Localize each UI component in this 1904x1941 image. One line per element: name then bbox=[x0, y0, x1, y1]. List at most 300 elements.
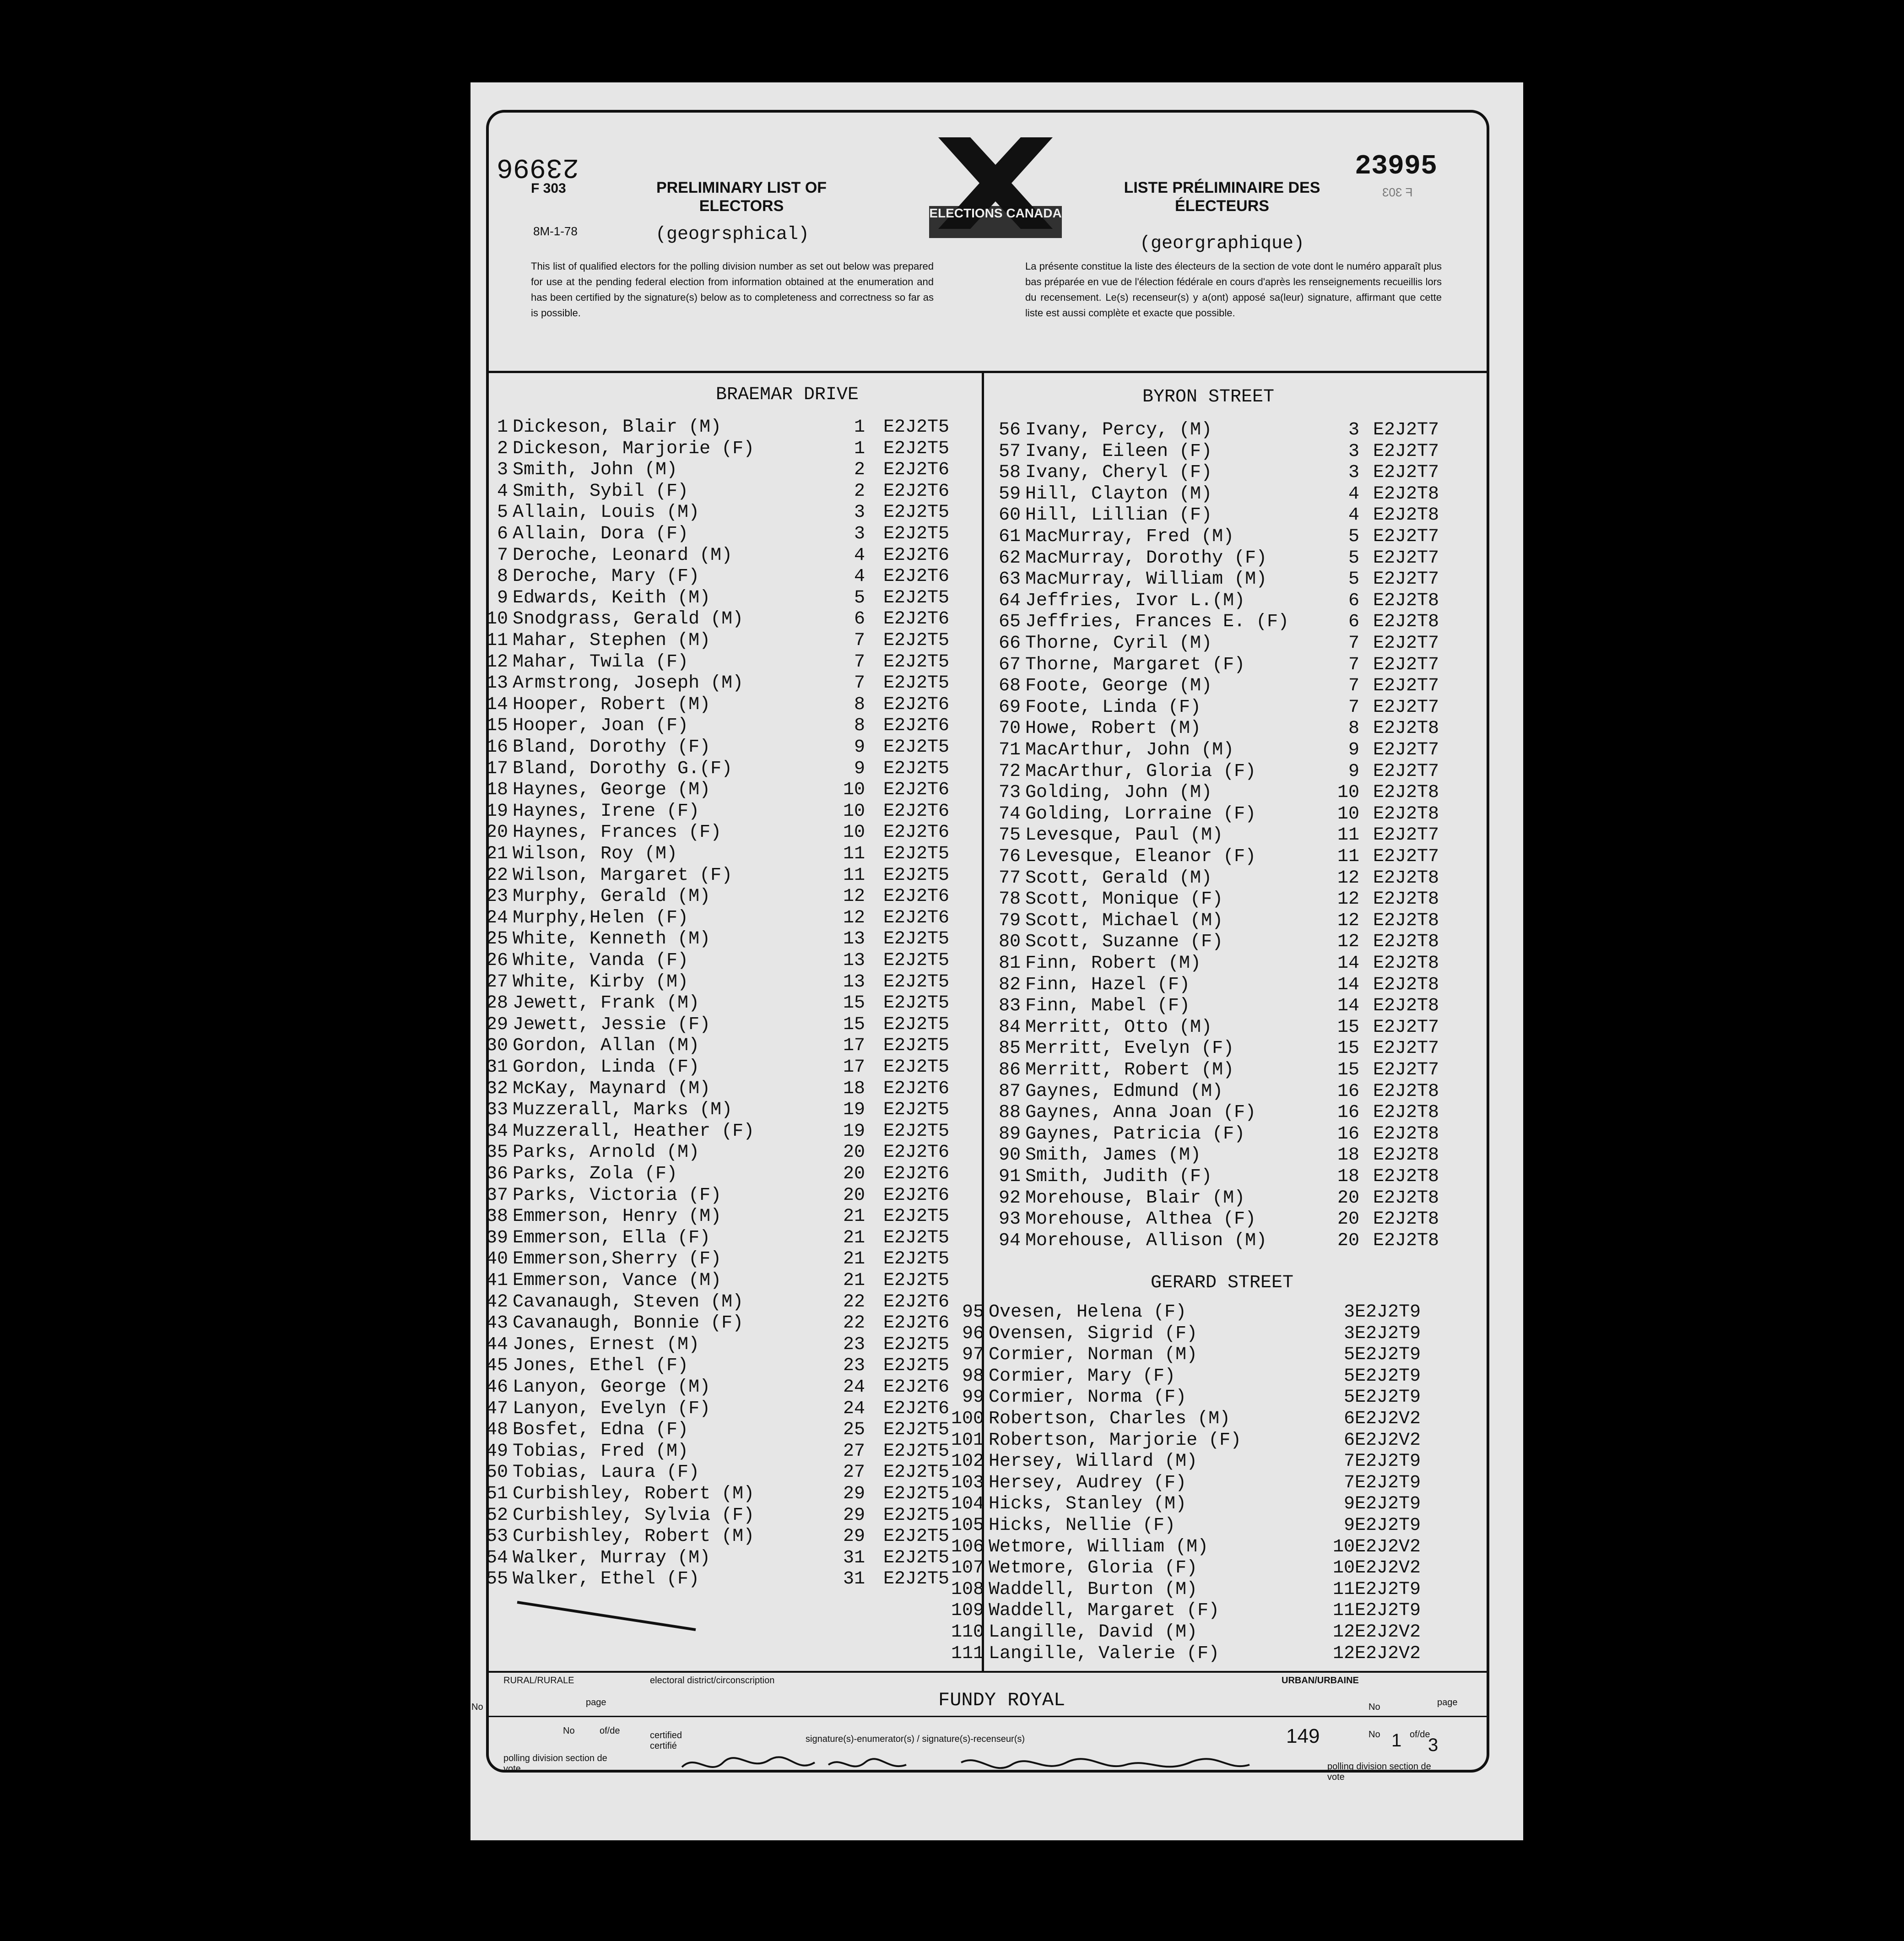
civic-number: 29 bbox=[843, 1505, 865, 1526]
elector-name: White, Kenneth (M) bbox=[513, 929, 711, 950]
elector-number: 61 bbox=[998, 526, 1021, 547]
civic-number: 29 bbox=[843, 1484, 865, 1504]
header-divider bbox=[486, 371, 1487, 373]
elector-name: Golding, John (M) bbox=[1025, 782, 1212, 803]
postal-code: E2J2T8 bbox=[1373, 889, 1439, 910]
postal-code: E2J2T5 bbox=[883, 502, 950, 523]
postal-code: E2J2T6 bbox=[883, 545, 950, 566]
civic-number: 17 bbox=[843, 1057, 865, 1078]
elector-name: Haynes, Frances (F) bbox=[513, 822, 722, 843]
civic-number: 10 bbox=[1332, 1558, 1355, 1579]
elector-name: Ivany, Eileen (F) bbox=[1025, 441, 1212, 462]
elector-name: Morehouse, Blair (M) bbox=[1025, 1187, 1245, 1209]
postal-code: E2J2T6 bbox=[883, 886, 950, 907]
urban-label: URBAN/URBAINE bbox=[1282, 1675, 1359, 1686]
elector-number: 111 bbox=[951, 1643, 984, 1664]
elector-name: MacArthur, Gloria (F) bbox=[1025, 761, 1256, 782]
civic-number: 3 bbox=[1348, 420, 1359, 440]
elector-number: 58 bbox=[998, 462, 1021, 483]
postal-code: E2J2T5 bbox=[883, 1547, 950, 1568]
civic-number: 17 bbox=[843, 1036, 865, 1057]
postal-code: E2J2T5 bbox=[883, 971, 950, 992]
elector-name: Lanyon, George (M) bbox=[513, 1377, 711, 1398]
elector-name: Scott, Monique (F) bbox=[1025, 889, 1223, 910]
elector-name: Gordon, Allan (M) bbox=[513, 1036, 700, 1057]
civic-number: 8 bbox=[1348, 718, 1359, 739]
elector-number: 30 bbox=[486, 1036, 508, 1057]
street-byron: BYRON STREET bbox=[1142, 387, 1275, 407]
civic-number: 5 bbox=[1348, 548, 1359, 569]
elector-name: Gaynes, Anna Joan (F) bbox=[1025, 1102, 1256, 1123]
civic-number: 11 bbox=[843, 865, 865, 886]
elector-number: 32 bbox=[486, 1078, 508, 1099]
elector-name: Foote, Linda (F) bbox=[1025, 697, 1201, 718]
elector-number: 15 bbox=[486, 716, 508, 737]
district-label: electoral district/circonscription bbox=[650, 1675, 775, 1686]
elector-name: Emmerson, Vance (M) bbox=[513, 1270, 722, 1291]
elector-name: Tobias, Fred (M) bbox=[513, 1441, 689, 1462]
postal-code: E2J2T8 bbox=[1373, 590, 1439, 611]
postal-code: E2J2V2 bbox=[1355, 1536, 1421, 1557]
civic-number: 10 bbox=[1337, 782, 1359, 803]
elector-number: 23 bbox=[486, 886, 508, 907]
elector-name: Ivany, Percy, (M) bbox=[1025, 420, 1212, 440]
elector-number: 16 bbox=[486, 737, 508, 758]
civic-number: 27 bbox=[843, 1441, 865, 1462]
elector-number: 2 bbox=[497, 438, 508, 459]
form-number-right: 23995 bbox=[1355, 151, 1438, 182]
postal-code: E2J2T8 bbox=[1373, 483, 1439, 504]
postal-code: E2J2T6 bbox=[883, 609, 950, 630]
elector-name: Hicks, Nellie (F) bbox=[989, 1515, 1176, 1536]
civic-number: 24 bbox=[843, 1377, 865, 1398]
civic-number: 14 bbox=[1337, 974, 1359, 995]
civic-number: 9 bbox=[1348, 761, 1359, 782]
elector-name: Hill, Clayton (M) bbox=[1025, 483, 1212, 504]
elector-name: Parks, Arnold (M) bbox=[513, 1142, 700, 1163]
postal-code: E2J2T6 bbox=[883, 566, 950, 587]
elector-name: Cormier, Norma (F) bbox=[989, 1387, 1187, 1408]
civic-number: 20 bbox=[1337, 1230, 1359, 1251]
elector-number: 22 bbox=[486, 865, 508, 886]
civic-number: 7 bbox=[854, 651, 865, 672]
civic-number: 15 bbox=[1337, 1060, 1359, 1080]
civic-number: 3 bbox=[1343, 1323, 1355, 1344]
elector-name: Smith, James (M) bbox=[1025, 1145, 1201, 1166]
postal-code: E2J2T5 bbox=[883, 1484, 950, 1504]
civic-number: 16 bbox=[1337, 1102, 1359, 1123]
postal-code: E2J2T6 bbox=[883, 1291, 950, 1312]
elector-number: 9 bbox=[497, 587, 508, 608]
elector-number: 82 bbox=[998, 974, 1021, 995]
elector-name: Merritt, Evelyn (F) bbox=[1025, 1038, 1234, 1059]
elector-number: 88 bbox=[998, 1102, 1021, 1123]
civic-number: 1 bbox=[854, 417, 865, 438]
postal-code: E2J2T6 bbox=[883, 1142, 950, 1163]
elector-number: 44 bbox=[486, 1334, 508, 1355]
elector-number: 106 bbox=[951, 1536, 984, 1557]
elector-number: 86 bbox=[998, 1060, 1021, 1080]
fr-title: LISTE PRÉLIMINAIRE DES ÉLECTEURS bbox=[1124, 179, 1320, 215]
postal-code: E2J2T7 bbox=[1373, 569, 1439, 590]
civic-number: 11 bbox=[1332, 1579, 1355, 1600]
postal-code: E2J2T8 bbox=[1373, 1166, 1439, 1187]
postal-code: E2J2T5 bbox=[883, 630, 950, 651]
elector-name: Bland, Dorothy G.(F) bbox=[513, 758, 733, 779]
civic-number: 21 bbox=[843, 1270, 865, 1291]
postal-code: E2J2T8 bbox=[1373, 1102, 1439, 1123]
urban-no2-label: No bbox=[1368, 1730, 1380, 1740]
elector-name: Walker, Murray (M) bbox=[513, 1547, 711, 1568]
elector-name: McKay, Maynard (M) bbox=[513, 1078, 711, 1099]
civic-number: 9 bbox=[854, 758, 865, 779]
elector-name: Walker, Ethel (F) bbox=[513, 1569, 700, 1590]
elector-name: Wetmore, Gloria (F) bbox=[989, 1558, 1198, 1579]
postal-code: E2J2T6 bbox=[883, 1377, 950, 1398]
civic-number: 15 bbox=[1337, 1017, 1359, 1038]
civic-number: 7 bbox=[1348, 697, 1359, 718]
postal-code: E2J2T7 bbox=[1373, 761, 1439, 782]
elector-number: 80 bbox=[998, 932, 1021, 953]
elector-number: 79 bbox=[998, 910, 1021, 931]
civic-number: 6 bbox=[1348, 612, 1359, 633]
elector-number: 3 bbox=[497, 460, 508, 481]
civic-number: 9 bbox=[1343, 1494, 1355, 1515]
elections-canada-logo bbox=[929, 137, 1062, 238]
postal-code: E2J2T5 bbox=[883, 587, 950, 608]
civic-number: 20 bbox=[843, 1164, 865, 1184]
elector-name: Edwards, Keith (M) bbox=[513, 587, 711, 608]
postal-code: E2J2T8 bbox=[1373, 782, 1439, 803]
elector-number: 47 bbox=[486, 1398, 508, 1419]
postal-code: E2J2T8 bbox=[1373, 932, 1439, 953]
page-number: 1 bbox=[1391, 1730, 1402, 1751]
postal-code: E2J2T8 bbox=[1373, 1145, 1439, 1166]
civic-number: 14 bbox=[1337, 953, 1359, 974]
postal-code: E2J2T9 bbox=[1355, 1494, 1421, 1515]
elector-name: Smith, Judith (F) bbox=[1025, 1166, 1212, 1187]
postal-code: E2J2T5 bbox=[883, 1014, 950, 1035]
elector-number: 84 bbox=[998, 1017, 1021, 1038]
elector-name: Merritt, Otto (M) bbox=[1025, 1017, 1212, 1038]
elector-number: 29 bbox=[486, 1014, 508, 1035]
postal-code: E2J2T8 bbox=[1373, 953, 1439, 974]
elector-number: 40 bbox=[486, 1249, 508, 1270]
elector-name: Gaynes, Patricia (F) bbox=[1025, 1123, 1245, 1144]
elector-number: 94 bbox=[998, 1230, 1021, 1251]
civic-number: 10 bbox=[843, 801, 865, 822]
elector-number: 39 bbox=[486, 1227, 508, 1248]
civic-number: 23 bbox=[843, 1334, 865, 1355]
civic-number: 5 bbox=[1343, 1387, 1355, 1408]
civic-number: 31 bbox=[843, 1569, 865, 1590]
civic-number: 9 bbox=[1348, 740, 1359, 760]
civic-number: 7 bbox=[1348, 633, 1359, 654]
elector-name: Parks, Victoria (F) bbox=[513, 1185, 722, 1206]
postal-code: E2J2T5 bbox=[883, 1100, 950, 1121]
elector-number: 54 bbox=[486, 1547, 508, 1568]
elector-number: 97 bbox=[962, 1345, 984, 1366]
postal-code: E2J2T8 bbox=[1373, 1187, 1439, 1209]
elector-number: 81 bbox=[998, 953, 1021, 974]
elector-name: Ovensen, Sigrid (F) bbox=[989, 1323, 1198, 1344]
civic-number: 29 bbox=[843, 1526, 865, 1547]
postal-code: E2J2V2 bbox=[1355, 1622, 1421, 1643]
elector-number: 87 bbox=[998, 1081, 1021, 1102]
postal-code: E2J2T8 bbox=[1373, 867, 1439, 889]
elector-number: 43 bbox=[486, 1313, 508, 1334]
elector-name: Finn, Robert (M) bbox=[1025, 953, 1201, 974]
civic-number: 8 bbox=[854, 694, 865, 715]
civic-number: 7 bbox=[854, 630, 865, 651]
en-list-type: (geogrsphical) bbox=[655, 224, 810, 245]
postal-code: E2J2T5 bbox=[883, 651, 950, 672]
postal-code: E2J2T5 bbox=[883, 1036, 950, 1057]
elector-name: Deroche, Leonard (M) bbox=[513, 545, 733, 566]
civic-number: 31 bbox=[843, 1547, 865, 1568]
rural-label: RURAL/RURALE bbox=[503, 1675, 574, 1686]
signature-label: signature(s)-enumerator(s) / signature(s)-recenseur(s) bbox=[806, 1734, 1025, 1744]
polling-label-left: polling division section de vote bbox=[503, 1753, 607, 1774]
elector-number: 66 bbox=[998, 633, 1021, 654]
district-value: FUNDY ROYAL bbox=[938, 1689, 1066, 1711]
elector-number: 33 bbox=[486, 1100, 508, 1121]
elector-number: 52 bbox=[486, 1505, 508, 1526]
elector-number: 37 bbox=[486, 1185, 508, 1206]
elector-number: 24 bbox=[486, 907, 508, 928]
civic-number: 12 bbox=[843, 907, 865, 928]
postal-code: E2J2T6 bbox=[883, 822, 950, 843]
elector-name: Scott, Suzanne (F) bbox=[1025, 932, 1223, 953]
elector-number: 14 bbox=[486, 694, 508, 715]
elector-name: Jones, Ernest (M) bbox=[513, 1334, 700, 1355]
elector-name: Thorne, Margaret (F) bbox=[1025, 654, 1245, 675]
civic-number: 4 bbox=[854, 545, 865, 566]
footer-line bbox=[486, 1716, 1487, 1717]
civic-number: 21 bbox=[843, 1249, 865, 1270]
elector-number: 50 bbox=[486, 1462, 508, 1483]
footer-divider bbox=[486, 1671, 1487, 1673]
civic-number: 10 bbox=[1332, 1536, 1355, 1557]
elector-number: 102 bbox=[951, 1451, 984, 1472]
postal-code: E2J2T5 bbox=[883, 929, 950, 950]
polling-label-right: polling division section de vote bbox=[1327, 1762, 1431, 1782]
postal-code: E2J2T6 bbox=[883, 1078, 950, 1099]
elector-number: 20 bbox=[486, 822, 508, 843]
elector-name: Jewett, Frank (M) bbox=[513, 993, 700, 1014]
elector-name: Gaynes, Edmund (M) bbox=[1025, 1081, 1223, 1102]
elector-number: 56 bbox=[998, 420, 1021, 440]
elector-number: 110 bbox=[951, 1622, 984, 1643]
civic-number: 5 bbox=[1348, 526, 1359, 547]
postal-code: E2J2T6 bbox=[883, 1164, 950, 1184]
elector-name: Gordon, Linda (F) bbox=[513, 1057, 700, 1078]
civic-number: 22 bbox=[843, 1313, 865, 1334]
elector-name: Levesque, Eleanor (F) bbox=[1025, 846, 1256, 867]
elector-number: 53 bbox=[486, 1526, 508, 1547]
elector-name: Jewett, Jessie (F) bbox=[513, 1014, 711, 1035]
postal-code: E2J2T5 bbox=[883, 865, 950, 886]
elector-number: 85 bbox=[998, 1038, 1021, 1059]
elector-name: Haynes, Irene (F) bbox=[513, 801, 700, 822]
postal-code: E2J2T5 bbox=[883, 1505, 950, 1526]
postal-code: E2J2T7 bbox=[1373, 1038, 1439, 1059]
postal-code: E2J2T5 bbox=[883, 1569, 950, 1590]
fr-list-type: (georgraphique) bbox=[1139, 233, 1305, 254]
elector-name: Wilson, Margaret (F) bbox=[513, 865, 733, 886]
civic-number: 23 bbox=[843, 1355, 865, 1377]
rural-page-label: page bbox=[586, 1697, 606, 1708]
elector-number: 51 bbox=[486, 1484, 508, 1504]
page-total: 3 bbox=[1428, 1735, 1439, 1755]
elector-name: Thorne, Cyril (M) bbox=[1025, 633, 1212, 654]
elector-number: 8 bbox=[497, 566, 508, 587]
civic-number: 11 bbox=[843, 844, 865, 864]
elector-number: 76 bbox=[998, 846, 1021, 867]
civic-number: 5 bbox=[1343, 1366, 1355, 1387]
elector-number: 26 bbox=[486, 950, 508, 971]
postal-code: E2J2T7 bbox=[1373, 1017, 1439, 1038]
elector-name: Foote, George (M) bbox=[1025, 676, 1212, 697]
civic-number: 9 bbox=[854, 737, 865, 758]
civic-number: 5 bbox=[1348, 569, 1359, 590]
elector-number: 5 bbox=[497, 502, 508, 523]
civic-number: 15 bbox=[843, 1014, 865, 1035]
elector-name: Merritt, Robert (M) bbox=[1025, 1060, 1234, 1080]
postal-code: E2J2T9 bbox=[1355, 1579, 1421, 1600]
elector-name: Scott, Michael (M) bbox=[1025, 910, 1223, 931]
elector-number: 41 bbox=[486, 1270, 508, 1291]
elector-number: 7 bbox=[497, 545, 508, 566]
civic-number: 14 bbox=[1337, 996, 1359, 1017]
civic-number: 16 bbox=[1337, 1081, 1359, 1102]
civic-number: 2 bbox=[854, 460, 865, 481]
elector-name: Morehouse, Allison (M) bbox=[1025, 1230, 1267, 1251]
elector-number: 31 bbox=[486, 1057, 508, 1078]
postal-code: E2J2T9 bbox=[1355, 1366, 1421, 1387]
postal-code: E2J2T5 bbox=[883, 1121, 950, 1142]
civic-number: 4 bbox=[854, 566, 865, 587]
elector-number: 105 bbox=[951, 1515, 984, 1536]
civic-number: 11 bbox=[1337, 846, 1359, 867]
elector-number: 35 bbox=[486, 1142, 508, 1163]
civic-number: 3 bbox=[1348, 462, 1359, 483]
civic-number: 6 bbox=[854, 609, 865, 630]
elector-name: Curbishley, Robert (M) bbox=[513, 1526, 755, 1547]
elector-number: 70 bbox=[998, 718, 1021, 739]
elector-number: 89 bbox=[998, 1123, 1021, 1144]
civic-number: 3 bbox=[1348, 441, 1359, 462]
civic-number: 20 bbox=[1337, 1209, 1359, 1230]
elector-name: Curbishley, Sylvia (F) bbox=[513, 1505, 755, 1526]
elector-number: 103 bbox=[951, 1472, 984, 1493]
logo-text: ELECTIONS CANADA bbox=[929, 206, 1062, 220]
elector-number: 63 bbox=[998, 569, 1021, 590]
postal-code: E2J2T8 bbox=[1373, 1209, 1439, 1230]
fr-paragraph: La présente constitue la liste des électeurs de la section de vote dont le numéro apparaît plus bas préparée en vue de l'élection fédérale en cours d'après les renseignements recueillis lors du recensement. Le(s) recenseur(s) y a(ont) apposé sa(leur) signature, affirmant que cette liste est aussi complète et exacte que possible. bbox=[1025, 260, 1442, 319]
elector-number: 96 bbox=[962, 1323, 984, 1344]
elector-number: 74 bbox=[998, 803, 1021, 824]
elector-name: Emmerson, Ella (F) bbox=[513, 1227, 711, 1248]
postal-code: E2J2T6 bbox=[883, 460, 950, 481]
elector-number: 18 bbox=[486, 780, 508, 801]
elector-name: Mahar, Stephen (M) bbox=[513, 630, 711, 651]
civic-number: 4 bbox=[1348, 483, 1359, 504]
elector-name: Deroche, Mary (F) bbox=[513, 566, 700, 587]
elector-name: Jones, Ethel (F) bbox=[513, 1355, 689, 1377]
elector-name: Cormier, Mary (F) bbox=[989, 1366, 1176, 1387]
elector-number: 98 bbox=[962, 1366, 984, 1387]
elector-name: Bland, Dorothy (F) bbox=[513, 737, 711, 758]
elector-number: 42 bbox=[486, 1291, 508, 1312]
elector-name: Finn, Mabel (F) bbox=[1025, 996, 1190, 1017]
postal-code: E2J2T8 bbox=[1373, 1081, 1439, 1102]
elector-name: Murphy,Helen (F) bbox=[513, 907, 689, 928]
postal-code: E2J2T7 bbox=[1373, 1060, 1439, 1080]
civic-number: 7 bbox=[1348, 676, 1359, 697]
elector-name: Muzzerall, Heather (F) bbox=[513, 1121, 755, 1142]
elector-name: White, Vanda (F) bbox=[513, 950, 689, 971]
elector-name: Allain, Dora (F) bbox=[513, 524, 689, 544]
postal-code: E2J2T5 bbox=[883, 673, 950, 694]
civic-number: 11 bbox=[1332, 1600, 1355, 1621]
postal-code: E2J2T6 bbox=[883, 694, 950, 715]
elector-name: Haynes, George (M) bbox=[513, 780, 711, 801]
elector-number: 1 bbox=[497, 417, 508, 438]
postal-code: E2J2T6 bbox=[883, 1313, 950, 1334]
civic-number: 15 bbox=[1337, 1038, 1359, 1059]
elector-number: 100 bbox=[951, 1409, 984, 1429]
elector-number: 71 bbox=[998, 740, 1021, 760]
elector-name: Ivany, Cheryl (F) bbox=[1025, 462, 1212, 483]
postal-code: E2J2T5 bbox=[883, 844, 950, 864]
elector-name: Robertson, Marjorie (F) bbox=[989, 1430, 1242, 1451]
civic-number: 6 bbox=[1343, 1430, 1355, 1451]
elector-number: 101 bbox=[951, 1430, 984, 1451]
postal-code: E2J2T5 bbox=[883, 1420, 950, 1441]
postal-code: E2J2T8 bbox=[1373, 718, 1439, 739]
rural-of-label: of/de bbox=[600, 1726, 620, 1736]
postal-code: E2J2T9 bbox=[1355, 1472, 1421, 1493]
elector-number: 68 bbox=[998, 676, 1021, 697]
form-number-left: 23996 bbox=[497, 151, 579, 182]
elector-name: Scott, Gerald (M) bbox=[1025, 867, 1212, 889]
postal-code: E2J2T7 bbox=[1373, 420, 1439, 440]
postal-code: E2J2T6 bbox=[883, 481, 950, 502]
postal-code: E2J2T9 bbox=[1355, 1387, 1421, 1408]
postal-code: E2J2T9 bbox=[1355, 1600, 1421, 1621]
elector-number: 91 bbox=[998, 1166, 1021, 1187]
postal-code: E2J2T6 bbox=[883, 716, 950, 737]
elector-name: Waddell, Margaret (F) bbox=[989, 1600, 1220, 1621]
elector-name: Hill, Lillian (F) bbox=[1025, 505, 1212, 526]
elector-number: 19 bbox=[486, 801, 508, 822]
civic-number: 22 bbox=[843, 1291, 865, 1312]
elector-number: 28 bbox=[486, 993, 508, 1014]
postal-code: E2J2T9 bbox=[1355, 1451, 1421, 1472]
civic-number: 20 bbox=[843, 1142, 865, 1163]
postal-code: E2J2T8 bbox=[1373, 1123, 1439, 1144]
rural-no2-label: No bbox=[563, 1726, 575, 1736]
civic-number: 7 bbox=[854, 673, 865, 694]
civic-number: 7 bbox=[1348, 654, 1359, 675]
civic-number: 18 bbox=[1337, 1166, 1359, 1187]
elector-number: 109 bbox=[951, 1600, 984, 1621]
enumerator-signatures bbox=[677, 1749, 1272, 1781]
en-paragraph: This list of qualified electors for the polling division number as set out below was prepared for use at the pending federal election from information obtained at the enumeration and has been certified by the signature(s) below as to completeness and correctness so far as is possible. bbox=[531, 260, 934, 319]
urban-page-label: page bbox=[1437, 1697, 1458, 1708]
elector-name: MacMurray, Fred (M) bbox=[1025, 526, 1234, 547]
